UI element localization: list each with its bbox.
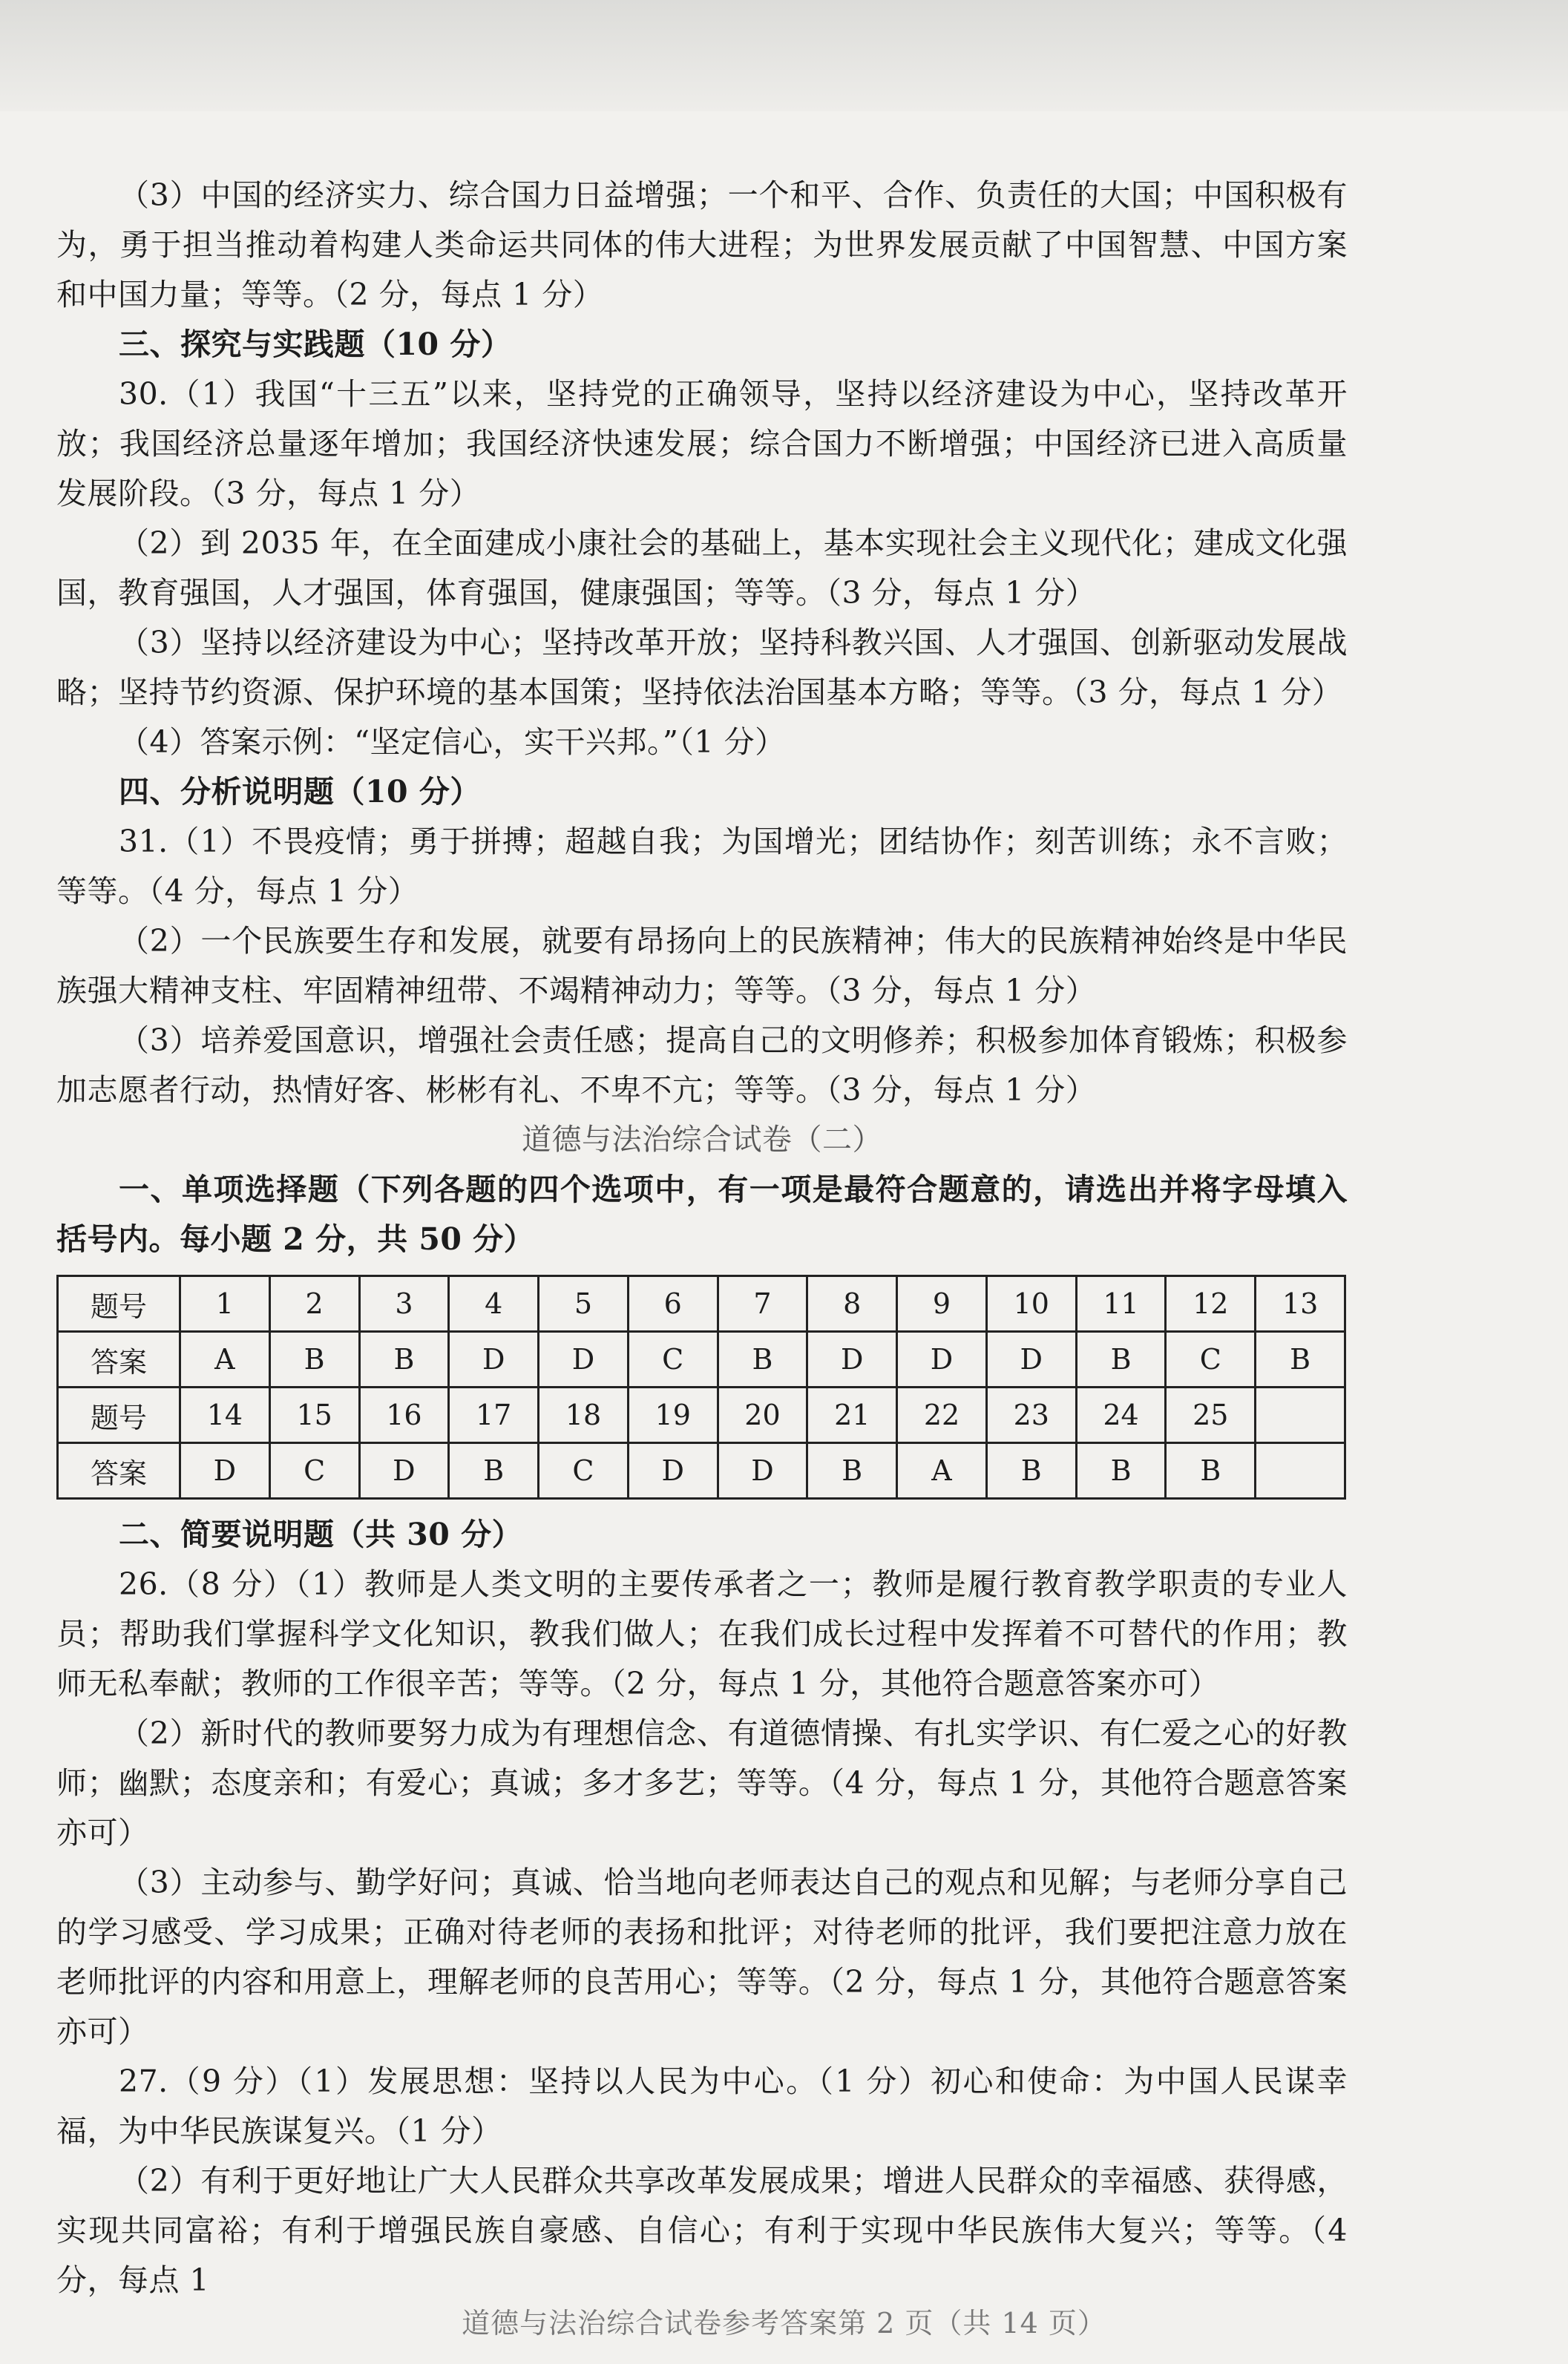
section-2-heading: 二、简要说明题（共 30 分） <box>119 1517 523 1552</box>
table-row-numbers-1 <box>58 1276 1345 1332</box>
table-cell: B <box>1076 1443 1166 1499</box>
table-cell: 4 <box>449 1276 539 1332</box>
answer-31-2: （2）一个民族要生存和发展，就要有昂扬向上的民族精神；伟大的民族精神始终是中华民族强大精神支柱、牢固精神纽带、不竭精神动力；等等。（3 分，每点 1 分） <box>56 923 1348 1008</box>
table-cell: 9 <box>897 1276 987 1332</box>
table-cell: 5 <box>539 1276 629 1332</box>
table-cell: B <box>1256 1332 1345 1388</box>
answer-30-1: 30.（1）我国“十三五”以来，坚持党的正确领导，坚持以经济建设为中心，坚持改革开放；我国经济总量逐年增加；我国经济快速发展；综合国力不断增强；中国经济已进入高质量发展阶段。（3 分，每点 1 分） <box>56 376 1348 511</box>
table-cell: B <box>449 1443 539 1499</box>
answer-30-3: （3）坚持以经济建设为中心；坚持改革开放；坚持科教兴国、人才强国、创新驱动发展战略；坚持节约资源、保护环境的基本国策；坚持依法治国基本方略；等等。（3 分，每点 1 分） <box>56 625 1348 710</box>
table-row-numbers-2 <box>58 1388 1345 1443</box>
table-cell: B <box>1076 1332 1166 1388</box>
table-cell: B <box>269 1332 359 1388</box>
paper-2-title: 道德与法治综合试卷（二） <box>522 1123 882 1157</box>
table-cell: 22 <box>897 1388 987 1443</box>
table-cell: 6 <box>628 1276 718 1332</box>
table-cell: B <box>359 1332 449 1388</box>
page-footer: 道德与法治综合试卷参考答案第 2 页（共 14 页） <box>462 2307 1106 2340</box>
table-label-number: 题号 <box>58 1276 180 1332</box>
table-cell: 20 <box>718 1388 807 1443</box>
scan-top-shadow <box>0 0 1568 111</box>
table-cell: 7 <box>718 1276 807 1332</box>
table-cell: 19 <box>628 1388 718 1443</box>
table-cell: 23 <box>986 1388 1076 1443</box>
table-cell: D <box>359 1443 449 1499</box>
answer-26-2: （2）新时代的教师要努力成为有理想信念、有道德情操、有扎实学识、有仁爱之心的好教师；幽默；态度亲和；有爱心；真诚；多才多艺；等等。（4 分，每点 1 分，其他符合题意答案亦可） <box>56 1715 1348 1851</box>
table-cell-empty <box>1256 1388 1345 1443</box>
table-cell-empty <box>1256 1443 1345 1499</box>
answer-27-1: 27.（9 分）（1）发展思想：坚持以人民为中心。（1 分）初心和使命：为中国人民谋幸福，为中华民族谋复兴。（1 分） <box>56 2063 1348 2149</box>
table-cell: D <box>986 1332 1076 1388</box>
table-cell: D <box>807 1332 897 1388</box>
table-cell: D <box>180 1443 270 1499</box>
table-cell: 8 <box>807 1276 897 1332</box>
table-cell: 2 <box>269 1276 359 1332</box>
table-cell: 24 <box>1076 1388 1166 1443</box>
table-cell: 25 <box>1166 1388 1256 1443</box>
table-cell: B <box>718 1332 807 1388</box>
table-cell: C <box>269 1443 359 1499</box>
table-cell: 21 <box>807 1388 897 1443</box>
answer-29-3: （3）中国的经济实力、综合国力日益增强；一个和平、合作、负责任的大国；中国积极有为，勇于担当推动着构建人类命运共同体的伟大进程；为世界发展贡献了中国智慧、中国方案和中国力量；等等。（2 分，每点 1 分） <box>56 177 1348 312</box>
table-cell: 13 <box>1256 1276 1345 1332</box>
answer-31-1: 31.（1）不畏疫情；勇于拼搏；超越自我；为国增光；团结协作；刻苦训练；永不言败；等等。（4 分，每点 1 分） <box>56 824 1348 909</box>
table-row-answers-2 <box>58 1443 1345 1499</box>
table-cell: D <box>539 1332 629 1388</box>
table-cell: 3 <box>359 1276 449 1332</box>
table-cell: 17 <box>449 1388 539 1443</box>
table-cell: D <box>628 1443 718 1499</box>
table-cell: C <box>539 1443 629 1499</box>
table-cell: 12 <box>1166 1276 1256 1332</box>
answer-26-3: （3）主动参与、勤学好问；真诚、恰当地向老师表达自己的观点和见解；与老师分享自己的学习感受、学习成果；正确对待老师的表扬和批评；对待老师的批评，我们要把注意力放在老师批评的内容和用意上，理解老师的良苦用心；等等。（2 分，每点 1 分，其他符合题意答案亦可） <box>56 1865 1348 2049</box>
table-cell: B <box>1166 1443 1256 1499</box>
answer-27-2: （2）有利于更好地让广大人民群众共享改革发展成果；增进人民群众的幸福感、获得感，实现共同富裕；有利于增强民族自豪感、自信心；有利于实现中华民族伟大复兴；等等。（4 分，每点 1 <box>56 2163 1348 2298</box>
answer-30-2: （2）到 2035 年，在全面建成小康社会的基础上，基本实现社会主义现代化；建成文化强国，教育强国，人才强国，体育强国，健康强国；等等。（3 分，每点 1 分） <box>56 525 1348 611</box>
table-cell: D <box>718 1443 807 1499</box>
table-cell: 15 <box>269 1388 359 1443</box>
table-cell: D <box>897 1332 987 1388</box>
table-label-answer: 答案 <box>58 1332 180 1388</box>
table-label-answer: 答案 <box>58 1443 180 1499</box>
answer-table <box>56 1275 1346 1500</box>
table-cell: 10 <box>986 1276 1076 1332</box>
table-cell: B <box>986 1443 1076 1499</box>
table-cell: 11 <box>1076 1276 1166 1332</box>
table-label-number: 题号 <box>58 1388 180 1443</box>
table-cell: A <box>180 1332 270 1388</box>
answer-31-3: （3）培养爱国意识，增强社会责任感；提高自己的文明修养；积极参加体育锻炼；积极参加志愿者行动，热情好客、彬彬有礼、不卑不亢；等等。（3 分，每点 1 分） <box>56 1022 1348 1108</box>
table-cell: 16 <box>359 1388 449 1443</box>
table-cell: 18 <box>539 1388 629 1443</box>
table-cell: D <box>449 1332 539 1388</box>
table-cell: C <box>628 1332 718 1388</box>
answer-26-1: 26.（8 分）（1）教师是人类文明的主要传承者之一；教师是履行教育教学职责的专业人员；帮助我们掌握科学文化知识，教我们做人；在我们成长过程中发挥着不可替代的作用；教师无私奉献；教师的工作很辛苦；等等。（2 分，每点 1 分，其他符合题意答案亦可） <box>56 1566 1348 1701</box>
section-4-heading: 四、分析说明题（10 分） <box>119 774 481 810</box>
section-1-heading: 一、单项选择题（下列各题的四个选项中，有一项是最符合题意的，请选出并将字母填入括号内。每小题 2 分，共 50 分） <box>56 1172 1348 1257</box>
answer-30-4: （4）答案示例：“坚定信心，实干兴邦。”（1 分） <box>119 724 786 760</box>
table-row-answers-1 <box>58 1332 1345 1388</box>
table-cell: A <box>897 1443 987 1499</box>
section-3-heading: 三、探究与实践题（10 分） <box>119 326 512 362</box>
table-cell: C <box>1166 1332 1256 1388</box>
table-cell: 14 <box>180 1388 270 1443</box>
table-cell: B <box>807 1443 897 1499</box>
page-content <box>56 171 1348 2305</box>
table-cell: 1 <box>180 1276 270 1332</box>
